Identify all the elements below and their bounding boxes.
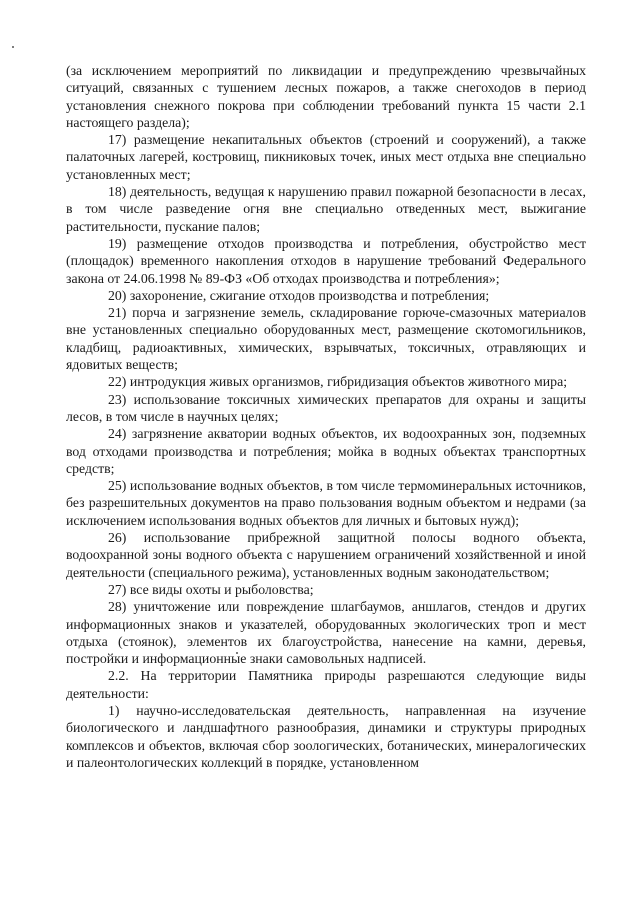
section-heading-2-2: 2.2. На территории Памятника природы разрешаются следующие виды деятельности: (66, 668, 586, 701)
list-item-22: 22) интродукция живых организмов, гибридизация объектов животного мира; (108, 374, 568, 390)
list-item-27: 27) все виды охоты и рыболовства; (108, 581, 314, 597)
paragraph-continuation: (за исключением мероприятий по ликвидации и предупреждению чрезвычайных ситуаций, связанных с тушением лесных пожаров, а также снегоходов в период установления снежного покрова при соблюдении требований пункта 15 части 2.1 настоящего раздела); (66, 63, 586, 130)
document-body (66, 62, 586, 771)
list-item-18: 18) деятельность, ведущая к нарушению правил пожарной безопасности в лесах, в том числе разведение огня вне специально отведенных мест, выжигание растительности, пускание палов; (66, 184, 586, 234)
list-item-28: 28) уничтожение или повреждение шлагбаумов, аншлагов, стендов и других информационных знаков и указателей, оборудованных экологических троп и мест отдыха (стоянок), элементов их благоустройства, нанесение на камни, деревья, постройки и информационные знаки самовольных надписей. (66, 599, 586, 667)
list-item-19: 19) размещение отходов производства и потребления, обустройство мест (площадок) временного накопления отходов в нарушение требований Федерального закона от 24.06.1998 № 89-ФЗ «Об отходах производства и потребления»; (66, 235, 586, 286)
allowed-item-1: 1) научно-исследовательская деятельность, направленная на изучение биологического и ландшафтного разнообразия, динамики и структуры природных комплексов и объектов, включая сбор зоологических, ботанических, минералогических и палеонтологических коллекций в порядке, установленном (66, 702, 586, 770)
list-item-26: 26) использование прибрежной защитной полосы водного объекта, водоохранной зоны водного объекта с нарушением ограничений хозяйственной и иной деятельности (специального режима), установленных водным законодательством; (66, 530, 586, 580)
list-item-21: 21) порча и загрязнение земель, складирование горюче-смазочных материалов вне установленных специально оборудованных мест, размещение скотомогильников, кладбищ, радиоактивных, химических, взрывчатых, токсичных, отравляющих и ядовитых веществ; (66, 305, 586, 373)
list-item-24: 24) загрязнение акватории водных объектов, их водоохранных зон, подземных вод отходами производства и потребления; мойка в водных объектах транспортных средств; (66, 426, 586, 476)
list-item-20: 20) захоронение, сжигание отходов производства и потребления; (108, 287, 490, 303)
list-item-23: 23) использование токсичных химических препаратов для охраны и защиты лесов, в том числе в научных целях; (66, 391, 586, 424)
list-item-25: 25) использование водных объектов, в том числе термоминеральных источников, без разрешительных документов на право пользования водным объектом и недрами (за исключением использования водных объектов для личных и бытовых нужд); (66, 478, 586, 528)
list-item-17: 17) размещение некапитальных объектов (строений и сооружений), а также палаточных лагерей, костровищ, пикниковых точек, иных мест отдыха вне специально установленных мест; (66, 132, 586, 182)
scan-speck (12, 46, 14, 48)
